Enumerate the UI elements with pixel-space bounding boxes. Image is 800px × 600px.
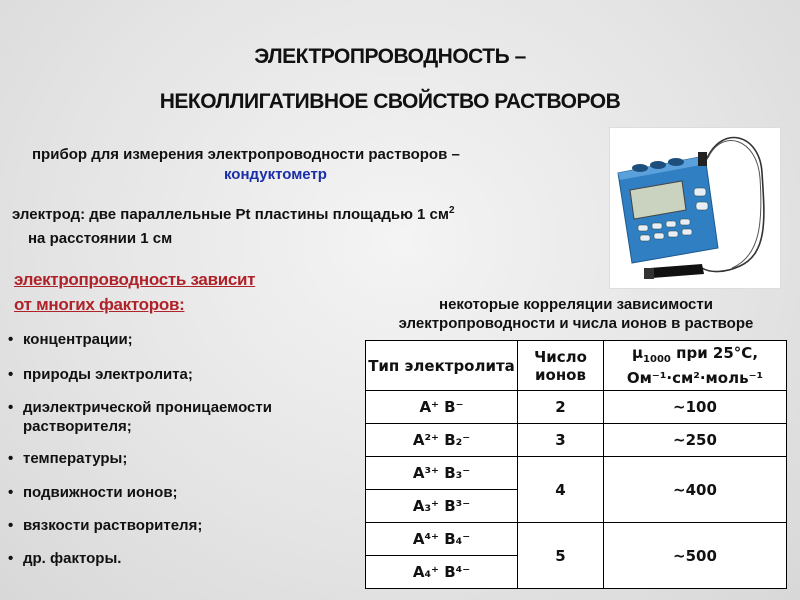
list-item: • природы электролита; (6, 365, 346, 384)
cell-type: A⁴⁺ B₄⁻ (366, 523, 518, 556)
device-description: прибор для измерения электропроводности растворов – (32, 146, 460, 163)
cell-type: A₃⁺ B³⁻ (366, 490, 518, 523)
page-title-line2: НЕКОЛЛИГАТИВНОЕ СВОЙСТВО РАСТВОРОВ (159, 90, 621, 113)
cell-count: 2 (518, 391, 604, 424)
electrode-description: электрод: две параллельные Pt пластины площадью 1 $см^2$ (12, 205, 455, 223)
list-item: • подвижности ионов; (6, 483, 346, 502)
factors-list (6, 330, 346, 568)
header-mu: $\mu_{1000}$ при 25°С, Ом⁻¹·см²·моль⁻¹ (604, 341, 787, 391)
table-row (366, 424, 787, 457)
list-item: • вязкости растворителя; (6, 516, 346, 535)
table-row (366, 457, 787, 490)
cell-type: A₄⁺ B⁴⁻ (366, 556, 518, 589)
cell-count: 3 (518, 424, 604, 457)
cell-value: ~250 (604, 424, 787, 457)
cell-count: 4 (518, 457, 604, 523)
table-header-row (366, 341, 787, 391)
cell-type: A³⁺ B₃⁻ (366, 457, 518, 490)
list-item: • концентрации; (6, 330, 346, 349)
device-name: кондуктометр (224, 166, 327, 183)
dependence-heading-line1: электропроводность зависит (14, 270, 256, 289)
cell-count: 5 (518, 523, 604, 589)
cell-value: ~400 (604, 457, 787, 523)
conductometer-icon (610, 128, 780, 288)
list-item: • др. факторы. (6, 549, 346, 568)
header-type: Тип электролита (366, 341, 518, 391)
cell-type: A⁺ B⁻ (366, 391, 518, 424)
electrode-distance: на расстоянии 1 см (28, 230, 173, 247)
electrolyte-table (365, 340, 787, 589)
dependence-heading-line2: от многих факторов: (14, 295, 185, 314)
list-item: • температуры; (6, 449, 346, 468)
cell-value: ~500 (604, 523, 787, 589)
table-row (366, 391, 787, 424)
table-row (366, 523, 787, 556)
list-item: • диэлектрической проницаемости растворителя; (6, 398, 323, 436)
cell-value: ~100 (604, 391, 787, 424)
header-count: Число ионов (518, 341, 604, 391)
conductometer-photo (609, 127, 781, 289)
page-title-line1: ЭЛЕКТРОПРОВОДНОСТЬ – (254, 45, 526, 68)
cell-type: A²⁺ B₂⁻ (366, 424, 518, 457)
correlation-caption: некоторые корреляции зависимости электропроводности и числа ионов в растворе (398, 296, 754, 332)
